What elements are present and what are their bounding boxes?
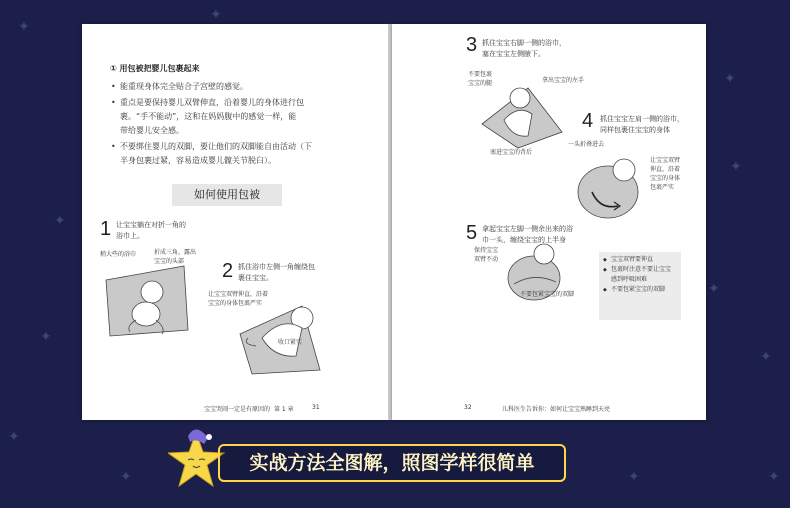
star-icon: ✦ <box>210 7 222 23</box>
illustration-label: 保持宝宝 双臂不动 <box>474 247 499 263</box>
star-icon: ✦ <box>724 71 736 87</box>
star-icon: ✦ <box>760 349 772 365</box>
illustration-label: 让宝宝双臂 伸直，沿着 宝宝的身体 包裹严实 <box>650 157 681 191</box>
illustration-label: 不要包紧宝宝的双脚 <box>520 291 575 298</box>
illustration-label: 让宝宝双臂伸直，沿着 宝宝的身体包裹严实 <box>208 291 269 307</box>
illustration-label: 一头折叠进去 <box>568 141 605 148</box>
tip-item: ◆ 包裹时注意不要让宝宝 <box>603 265 677 275</box>
star-icon: ✦ <box>768 469 780 485</box>
bullet-continuation: 半身包裹过紧，容易造成婴儿髋关节脱臼）。 <box>120 156 276 165</box>
section-title: 如何使用包被 <box>172 184 282 206</box>
illustration-label: 收口紧实 <box>278 339 303 346</box>
section-heading: ① 用包被把婴儿包裹起来 <box>110 64 200 73</box>
illustration-label: 稍大些的浴巾 <box>100 251 137 258</box>
page-footer-chapter: 第 1 章 <box>274 406 294 413</box>
illustration-label: 折成三角，露出 宝宝的头部 <box>154 249 197 265</box>
illustration-label: 拿出宝宝的左手 <box>542 77 585 84</box>
step-number: 1 <box>100 218 112 240</box>
baby-step3-illustration <box>478 80 566 152</box>
promo-banner: 实战方法全图解，照图学样很简单 <box>218 444 566 482</box>
bullet-continuation: 裹。“手不能动”，这和在妈妈腹中的感觉一样，能 <box>120 112 297 121</box>
star-icon: ✦ <box>120 469 132 485</box>
step-number: 2 <box>222 260 234 282</box>
illustration-label: 不要包裹 宝宝的腿 <box>468 71 493 87</box>
left-page <box>82 24 388 420</box>
step-text: 抓住浴巾左侧一角缠绕包 裹住宝宝。 <box>238 263 315 282</box>
star-icon: ✦ <box>54 213 66 229</box>
illustration-label: 塞进宝宝的背后 <box>490 149 533 156</box>
step-text: 抓住宝宝左肩一侧的浴巾， 同样包裹住宝宝的身体 <box>600 115 684 134</box>
baby-step4-illustration <box>574 148 650 224</box>
right-page <box>392 24 706 420</box>
star-icon: ✦ <box>628 469 640 485</box>
star-icon: ✦ <box>8 429 20 445</box>
star-icon: ✦ <box>40 329 52 345</box>
step-number: 4 <box>582 110 594 132</box>
bullet-item: • 重点是要保持婴儿双臂伸直，沿着婴儿的身体进行包 <box>120 96 304 110</box>
page-footer-title: 儿科医生告诉你：如何让宝宝熟睡到天亮 <box>502 406 611 413</box>
step-text: 让宝宝躺在对折一角的 浴巾上。 <box>116 221 186 240</box>
page-number: 32 <box>464 404 472 411</box>
tip-continuation: 感到呼吸困难 <box>611 276 648 283</box>
tips-box <box>599 252 681 320</box>
wrapping-baby-illustration <box>232 286 324 378</box>
page-footer-title: 宝宝哭闹一定是有原因的 <box>204 406 271 413</box>
tip-item: ◆ 不要包紧宝宝的双脚 <box>603 285 677 295</box>
bullet-continuation: 带给婴儿安全感。 <box>120 126 184 135</box>
step-number: 3 <box>466 34 478 56</box>
bullet-item: • 不要绑住婴儿的双脚，要让他们的双脚能自由活动（下 <box>120 140 312 154</box>
tip-item: ◆ 宝宝双臂要伸直 <box>603 255 677 265</box>
step-text: 拿起宝宝左脚一侧余出来的浴 巾一头，缠绕宝宝的上半身 <box>482 225 573 244</box>
baby-on-towel-illustration <box>100 260 192 340</box>
bullet-item: • 能重现身体完全贴合子宫壁的感觉。 <box>120 80 248 94</box>
page-number: 31 <box>312 404 320 411</box>
step-text: 抓住宝宝右脚一侧的浴巾， 塞在宝宝左侧腋下。 <box>482 39 566 58</box>
star-icon: ✦ <box>18 19 30 35</box>
star-icon: ✦ <box>708 281 720 297</box>
step-number: 5 <box>466 222 478 244</box>
star-icon: ✦ <box>730 159 742 175</box>
